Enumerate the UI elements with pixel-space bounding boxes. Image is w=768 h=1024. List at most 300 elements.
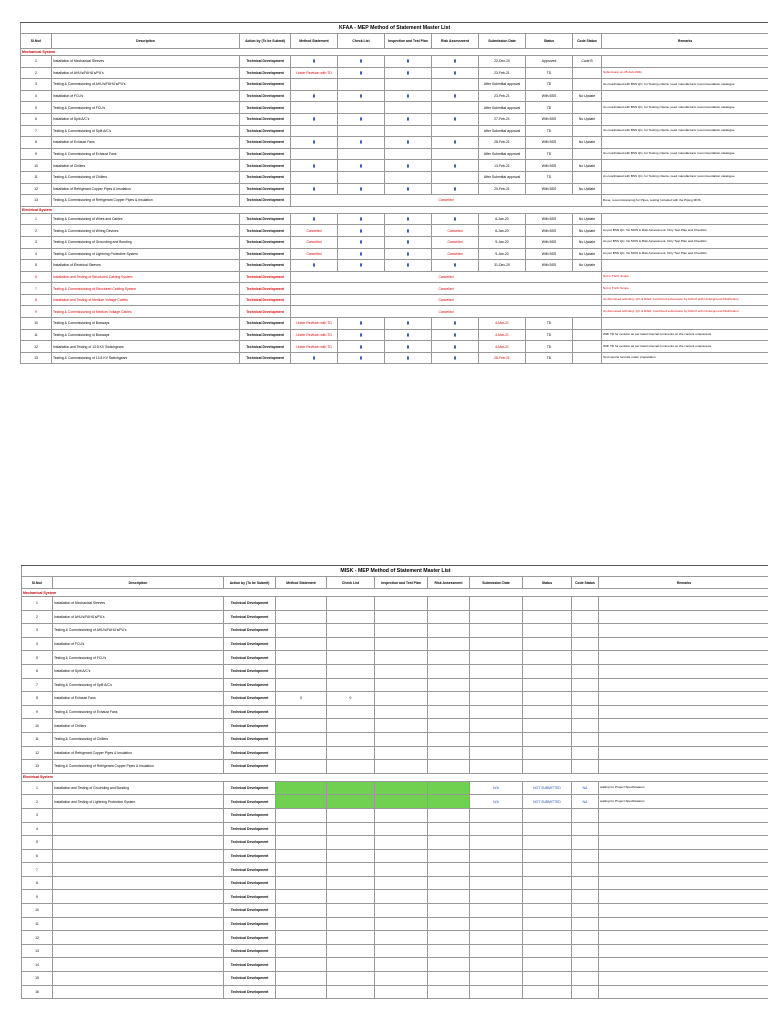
row-description (53, 985, 224, 999)
row-submission-date (470, 705, 523, 719)
row-remarks (599, 822, 768, 836)
row-status (523, 760, 572, 774)
row-remarks (599, 637, 768, 651)
row-number: 7 (22, 678, 53, 692)
row-description (53, 822, 224, 836)
row-number: 1 (22, 597, 53, 611)
row-ra: ▮ (432, 352, 479, 364)
row-number: 3 (21, 79, 52, 91)
row-itp (375, 849, 428, 863)
row-cl: ▮ (338, 329, 385, 341)
section-header (21, 206, 768, 213)
row-ms (276, 705, 327, 719)
row-code-status: No Update (573, 160, 602, 172)
row-cl: ▮ (338, 236, 385, 248)
row-code-status (572, 637, 599, 651)
table-row (22, 849, 768, 863)
row-description: Installation of Split A/C's (52, 113, 240, 125)
column-header: Risk Assessment (428, 577, 470, 589)
row-number: 1 (22, 781, 53, 795)
row-ms: Cancelled (291, 248, 338, 260)
row-ra: ▮ (432, 90, 479, 102)
row-status (523, 972, 572, 986)
row-status (523, 836, 572, 850)
row-action-by: Technical Development (240, 294, 291, 306)
cancelled-status: Cancelled (291, 306, 602, 318)
row-ra: ▮ (432, 56, 479, 68)
row-remarks (599, 746, 768, 760)
row-ra (428, 597, 470, 611)
table-row (22, 958, 768, 972)
row-action-by: Technical Development (240, 213, 291, 225)
row-ra: ▮ (432, 329, 479, 341)
cancelled-status: Cancelled (291, 283, 602, 295)
table-row (22, 890, 768, 904)
row-status (523, 597, 572, 611)
row-itp (375, 836, 428, 850)
row-submission-date (470, 746, 523, 760)
row-status: TD (526, 125, 573, 137)
row-cl (327, 664, 375, 678)
row-submission-date (470, 958, 523, 972)
row-ra: ▮ (432, 260, 479, 272)
row-ms: Cancelled (291, 225, 338, 237)
row-number: 10 (22, 904, 53, 918)
row-status: With BSS (526, 248, 573, 260)
row-itp: ▮ (385, 260, 432, 272)
row-itp (375, 795, 428, 809)
row-remarks: As coordinated with BSS QC, for Testing criteria, need manufacturer recommendation catalogue (602, 148, 768, 160)
row-action-by: Technical Development (240, 56, 291, 68)
row-ms (276, 664, 327, 678)
row-remarks (599, 760, 768, 774)
row-remarks: As coordinated with BSS QC, for Testing criteria, need manufacturer recommendation catalogue (602, 102, 768, 114)
row-remarks (599, 651, 768, 665)
row-ra (428, 692, 470, 706)
row-action-by: Technical Development (224, 664, 276, 678)
row-code-status: No Update (573, 213, 602, 225)
row-action-by: Technical Development (224, 651, 276, 665)
row-cl (327, 985, 375, 999)
row-submission-date: 23-Feb-21 (479, 90, 526, 102)
row-code-status (572, 836, 599, 850)
row-cl (327, 944, 375, 958)
row-ms (276, 746, 327, 760)
row-number: 9 (21, 306, 52, 318)
row-submission-date (470, 692, 523, 706)
row-status: With BSS (526, 160, 573, 172)
row-code-status (572, 719, 599, 733)
row-cl (327, 972, 375, 986)
row-code-status (572, 972, 599, 986)
row-submission-date (470, 719, 523, 733)
row-ra (428, 863, 470, 877)
row-code-status (572, 664, 599, 678)
row-itp: ▮ (385, 90, 432, 102)
table-row (22, 651, 768, 665)
row-itp (375, 904, 428, 918)
row-remarks: As discussed with Eng. QC & RAM, Combined submission by NACO with Underground Distribution (602, 294, 768, 306)
row-description: Installation of Chillers (53, 719, 224, 733)
row-status: With BSS (526, 213, 573, 225)
misk-table-body (22, 566, 768, 999)
row-action-by: Technical Development (240, 171, 291, 183)
row-itp: ▮ (385, 341, 432, 353)
row-remarks: waiting for Project Specifications (599, 795, 768, 809)
row-action-by: Technical Development (224, 781, 276, 795)
row-action-by: Technical Development (240, 271, 291, 283)
row-itp (375, 931, 428, 945)
row-status (523, 719, 572, 733)
row-ra (428, 624, 470, 638)
row-remarks (599, 863, 768, 877)
row-description: Testing & Commissioning of Medium Voltage Cables (52, 306, 240, 318)
row-status (523, 610, 572, 624)
row-code-status (572, 849, 599, 863)
row-itp (375, 719, 428, 733)
row-action-by: Technical Development (240, 160, 291, 172)
row-remarks (602, 56, 768, 68)
row-submission-date: 23-Feb-21 (479, 67, 526, 79)
row-action-by: Technical Development (240, 341, 291, 353)
row-code-status (572, 822, 599, 836)
row-code-status (572, 958, 599, 972)
row-ms: ▮ (291, 213, 338, 225)
row-action-by: Technical Development (240, 260, 291, 272)
row-number: 15 (22, 972, 53, 986)
row-code-status (573, 148, 602, 160)
row-ms: Under Revision with TD (291, 329, 338, 341)
row-remarks (599, 664, 768, 678)
row-number: 4 (22, 637, 53, 651)
row-status: With BSS (526, 225, 573, 237)
row-code-status (573, 329, 602, 341)
table-row (22, 931, 768, 945)
row-code-status (572, 732, 599, 746)
table-row (21, 306, 768, 318)
row-remarks: As coordinated with BSS QC, for Testing criteria, need manufacturer recommendation catalogue (602, 79, 768, 91)
row-status (523, 944, 572, 958)
row-action-by: Technical Development (240, 183, 291, 195)
row-remarks (599, 972, 768, 986)
row-action-by: Technical Development (224, 972, 276, 986)
row-remarks: As per BSS QC, No MOS & Risk Assessment, Only Test Plan and Checklist (602, 248, 768, 260)
row-number: 2 (21, 225, 52, 237)
row-submission-date (470, 624, 523, 638)
row-action-by: Technical Development (240, 195, 291, 207)
row-remarks (599, 678, 768, 692)
column-header: Check List (338, 34, 385, 49)
row-cl (327, 719, 375, 733)
row-itp (385, 125, 432, 137)
row-description: Testing & Commissioning of 13.8 KV Switchgears (52, 352, 240, 364)
table-row (21, 67, 768, 79)
row-action-by: Technical Development (224, 610, 276, 624)
row-action-by: Technical Development (240, 236, 291, 248)
row-itp (385, 79, 432, 91)
row-number: 4 (22, 822, 53, 836)
row-status (523, 732, 572, 746)
row-action-by: Technical Development (224, 836, 276, 850)
row-code-status (572, 692, 599, 706)
row-description (53, 958, 224, 972)
row-ra (432, 102, 479, 114)
row-number: 1 (21, 56, 52, 68)
row-remarks (599, 904, 768, 918)
row-ra (428, 610, 470, 624)
row-action-by: Technical Development (224, 863, 276, 877)
row-ms (276, 624, 327, 638)
row-description (53, 808, 224, 822)
row-number: 4 (21, 248, 52, 260)
row-ms (276, 849, 327, 863)
row-itp (375, 692, 428, 706)
row-description: Installation of Split A/C's (53, 664, 224, 678)
row-status (523, 876, 572, 890)
table-row (21, 329, 768, 341)
table-row (21, 137, 768, 149)
row-code-status: No Update (573, 113, 602, 125)
row-action-by: Technical Development (240, 125, 291, 137)
row-remarks (599, 890, 768, 904)
column-header: Description (53, 577, 224, 589)
row-ra (428, 849, 470, 863)
row-code-status: NA (572, 781, 599, 795)
row-ra: ▮ (432, 341, 479, 353)
row-description: Testing & Commissioning of Busways (52, 318, 240, 330)
row-description: Installation of FCU's (52, 90, 240, 102)
row-ra (428, 836, 470, 850)
row-itp (385, 102, 432, 114)
row-ra: ▮ (432, 183, 479, 195)
row-status (523, 624, 572, 638)
row-description: Installation of Refrigerant Copper Pipes & Insulation (53, 746, 224, 760)
row-action-by: Technical Development (224, 985, 276, 999)
row-ra (432, 125, 479, 137)
row-code-status (572, 931, 599, 945)
row-itp (375, 876, 428, 890)
row-ms (291, 79, 338, 91)
row-cl (327, 678, 375, 692)
misk-header-row (22, 577, 768, 589)
row-submission-date: 22-Dec-20 (479, 56, 526, 68)
row-submission-date (470, 822, 523, 836)
row-ra (428, 678, 470, 692)
row-code-status (573, 79, 602, 91)
row-itp (375, 637, 428, 651)
row-submission-date: 27-Feb-21 (479, 113, 526, 125)
row-status: With BSS (526, 236, 573, 248)
row-code-status (572, 876, 599, 890)
row-code-status (572, 610, 599, 624)
row-number: 12 (22, 746, 53, 760)
row-status: TD (526, 148, 573, 160)
row-description: Installation of AHU's/FAHU's/PU's (53, 610, 224, 624)
table-row (21, 56, 768, 68)
row-cl: ▮ (338, 225, 385, 237)
row-ra (432, 79, 479, 91)
table-row (22, 972, 768, 986)
row-description (53, 849, 224, 863)
row-ms: Cancelled (291, 236, 338, 248)
column-header: Description (52, 34, 240, 49)
row-ms (291, 102, 338, 114)
row-code-status (572, 651, 599, 665)
row-ms (276, 719, 327, 733)
row-remarks (602, 90, 768, 102)
row-remarks (599, 597, 768, 611)
row-number: 5 (21, 260, 52, 272)
row-number: 6 (22, 849, 53, 863)
row-status: TD (526, 352, 573, 364)
row-cl: ▮ (338, 56, 385, 68)
row-cl (338, 171, 385, 183)
column-header: Method Statement (276, 577, 327, 589)
row-ra: ▮ (432, 318, 479, 330)
row-number: 7 (21, 283, 52, 295)
row-status: With BSS (526, 90, 573, 102)
row-ra (428, 876, 470, 890)
table-row (22, 822, 768, 836)
row-submission-date (470, 651, 523, 665)
row-number: 7 (21, 125, 52, 137)
row-code-status: No Update (573, 236, 602, 248)
row-number: 5 (21, 102, 52, 114)
row-number: 5 (22, 651, 53, 665)
row-ms (276, 958, 327, 972)
row-action-by: Technical Development (224, 808, 276, 822)
row-ra (428, 890, 470, 904)
row-submission-date (470, 732, 523, 746)
row-submission-date (470, 637, 523, 651)
row-number: 8 (21, 137, 52, 149)
row-remarks (602, 260, 768, 272)
row-description: Installation and Testing of Grounding and Bonding (53, 781, 224, 795)
row-itp: ▮ (385, 213, 432, 225)
row-ra (428, 760, 470, 774)
row-itp: ▮ (385, 352, 432, 364)
row-itp (375, 624, 428, 638)
row-ms (291, 148, 338, 160)
table-row (21, 294, 768, 306)
row-ms (276, 890, 327, 904)
row-submission-date: 9-Jan-20 (479, 248, 526, 260)
row-description: Testing & Commissioning of AHU's/FAHU's/PU's (53, 624, 224, 638)
row-ra (428, 795, 470, 809)
row-number: 8 (21, 294, 52, 306)
table-row (21, 248, 768, 260)
row-ms: ▮ (291, 160, 338, 172)
row-description: Testing & Commissioning of Exhaust Fans (53, 705, 224, 719)
table-row (21, 341, 768, 353)
table-row (21, 236, 768, 248)
row-code-status (573, 67, 602, 79)
row-description: Testing & Commissioning of Grounding and Bonding (52, 236, 240, 248)
row-ms (276, 610, 327, 624)
column-header: Submission Date (479, 34, 526, 49)
row-itp (375, 732, 428, 746)
row-ra: ▮ (432, 67, 479, 79)
row-status: With BSS (526, 260, 573, 272)
table-row (21, 90, 768, 102)
row-description: Testing & Commissioning of Wiring Devices (52, 225, 240, 237)
row-ms (276, 732, 327, 746)
row-description (53, 917, 224, 931)
row-ms: Under Revision with TD (291, 341, 338, 353)
row-ms: 0 (276, 692, 327, 706)
column-header: Submission Date (470, 577, 523, 589)
row-number: 11 (22, 917, 53, 931)
kfaa-title-row (21, 23, 768, 34)
row-action-by: Technical Development (240, 90, 291, 102)
row-action-by: Technical Development (240, 248, 291, 260)
table-row (21, 352, 768, 364)
row-submission-date (470, 985, 523, 999)
table-row (21, 213, 768, 225)
row-ra: ▮ (432, 160, 479, 172)
row-remarks (599, 985, 768, 999)
row-action-by: Technical Development (224, 890, 276, 904)
row-description: Installation of Mechanical Sleeves (53, 597, 224, 611)
row-submission-date (470, 610, 523, 624)
row-itp (375, 610, 428, 624)
row-action-by: Technical Development (224, 876, 276, 890)
row-description: Testing & Commissioning of Split A/C's (53, 678, 224, 692)
row-ms (291, 171, 338, 183)
row-ms (276, 876, 327, 890)
row-remarks: With TD for revision as per latest internal comments on the content uniqueness. (602, 341, 768, 353)
row-ms: ▮ (291, 113, 338, 125)
table-row (21, 271, 768, 283)
row-cl: ▮ (338, 248, 385, 260)
row-cl: ▮ (338, 341, 385, 353)
misk-title-row (22, 566, 768, 577)
row-itp (375, 651, 428, 665)
row-ra (428, 917, 470, 931)
table-row (22, 863, 768, 877)
row-submission-date: N/A (470, 795, 523, 809)
row-status (523, 958, 572, 972)
row-action-by: Technical Development (240, 329, 291, 341)
row-remarks (599, 958, 768, 972)
row-cl: ▮ (338, 183, 385, 195)
row-remarks (599, 705, 768, 719)
row-number: 13 (21, 352, 52, 364)
row-submission-date (470, 597, 523, 611)
row-description (53, 836, 224, 850)
row-ra (428, 705, 470, 719)
row-cl (327, 917, 375, 931)
table-title: KFAA - MEP Method of Statement Master List (21, 23, 768, 34)
row-action-by: Technical Development (224, 678, 276, 692)
row-ms: ▮ (291, 183, 338, 195)
row-cl (327, 849, 375, 863)
column-header: Risk Assessment (432, 34, 479, 49)
section-title: Electrical System (21, 206, 768, 213)
row-ra (428, 972, 470, 986)
row-cl (327, 795, 375, 809)
row-description (53, 863, 224, 877)
row-remarks (602, 137, 768, 149)
row-status (523, 917, 572, 931)
row-remarks: waiting for Project Specifications (599, 781, 768, 795)
row-code-status (572, 944, 599, 958)
row-ra (428, 944, 470, 958)
row-action-by: Technical Development (224, 705, 276, 719)
row-action-by: Technical Development (224, 760, 276, 774)
row-ra (428, 904, 470, 918)
row-action-by: Technical Development (224, 795, 276, 809)
